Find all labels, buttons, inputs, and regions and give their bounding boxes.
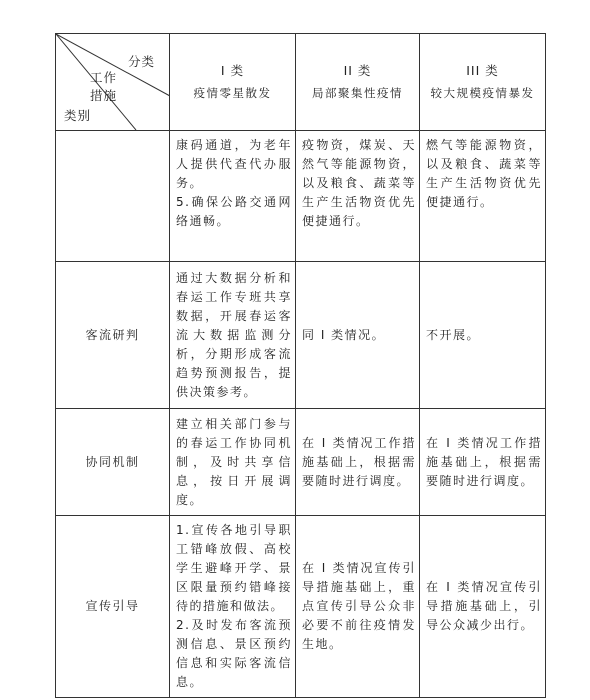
header-col-3-code: III 类 bbox=[466, 63, 499, 78]
table-cell: 不开展。 bbox=[420, 262, 546, 409]
header-col-1 bbox=[170, 34, 296, 131]
table-cell: 1.宣传各地引导职工错峰放假、高校学生避峰开学、景区限量预约错峰接待的措施和做法。 2.及时发布客流预测信息、景区预约信息和实际客流信息。 bbox=[170, 516, 296, 698]
table-row bbox=[56, 516, 546, 698]
corner-label-category: 分类 bbox=[128, 54, 156, 69]
corner-label-work: 工作 bbox=[90, 70, 118, 85]
row-label: 宣传引导 bbox=[56, 516, 170, 698]
policy-table bbox=[55, 33, 546, 698]
row-label: 客流研判 bbox=[56, 262, 170, 409]
table-row bbox=[56, 409, 546, 516]
table-cell: 在 I 类情况宣传引导措施基础上，引导公众减少出行。 bbox=[420, 516, 546, 698]
header-corner-cell bbox=[56, 34, 170, 131]
corner-label-type: 类别 bbox=[64, 108, 92, 123]
header-col-2-text: 局部聚集性疫情 bbox=[312, 86, 403, 100]
table-header-row bbox=[56, 34, 546, 131]
header-col-1-text: 疫情零星散发 bbox=[193, 86, 272, 100]
table-cell: 在 I 类情况工作措施基础上，根据需要随时进行调度。 bbox=[296, 409, 420, 516]
corner-label-measures: 措施 bbox=[90, 88, 118, 103]
table-row bbox=[56, 131, 546, 262]
table-cell: 通过大数据分析和春运工作专班共享数据，开展春运客流大数据监测分析，分期形成客流趋势预测报告，提供决策参考。 bbox=[170, 262, 296, 409]
table-cell: 在 I 类情况宣传引导措施基础上，重点宣传引导公众非必要不前往疫情发生地。 bbox=[296, 516, 420, 698]
header-col-3 bbox=[420, 34, 546, 131]
table-cell: 康码通道，为老年人提供代查代办服务。 5.确保公路交通网络通畅。 bbox=[170, 131, 296, 262]
header-col-3-text: 较大规模疫情暴发 bbox=[430, 86, 535, 100]
row-label: 协同机制 bbox=[56, 409, 170, 516]
table-cell: 建立相关部门参与的春运工作协同机制，及时共享信息，按日开展调度。 bbox=[170, 409, 296, 516]
table-cell: 疫物资，煤炭、天然气等能源物资，以及粮食、蔬菜等生产生活物资优先便捷通行。 bbox=[296, 131, 420, 262]
header-col-2-code: II 类 bbox=[343, 63, 372, 78]
table-cell: 在 I 类情况工作措施基础上，根据需要随时进行调度。 bbox=[420, 409, 546, 516]
row-label bbox=[56, 131, 170, 262]
header-col-2 bbox=[296, 34, 420, 131]
header-col-1-code: I 类 bbox=[220, 63, 245, 78]
table-cell: 同 I 类情况。 bbox=[296, 262, 420, 409]
table-cell: 燃气等能源物资，以及粮食、蔬菜等生产生活物资优先便捷通行。 bbox=[420, 131, 546, 262]
table-row bbox=[56, 262, 546, 409]
